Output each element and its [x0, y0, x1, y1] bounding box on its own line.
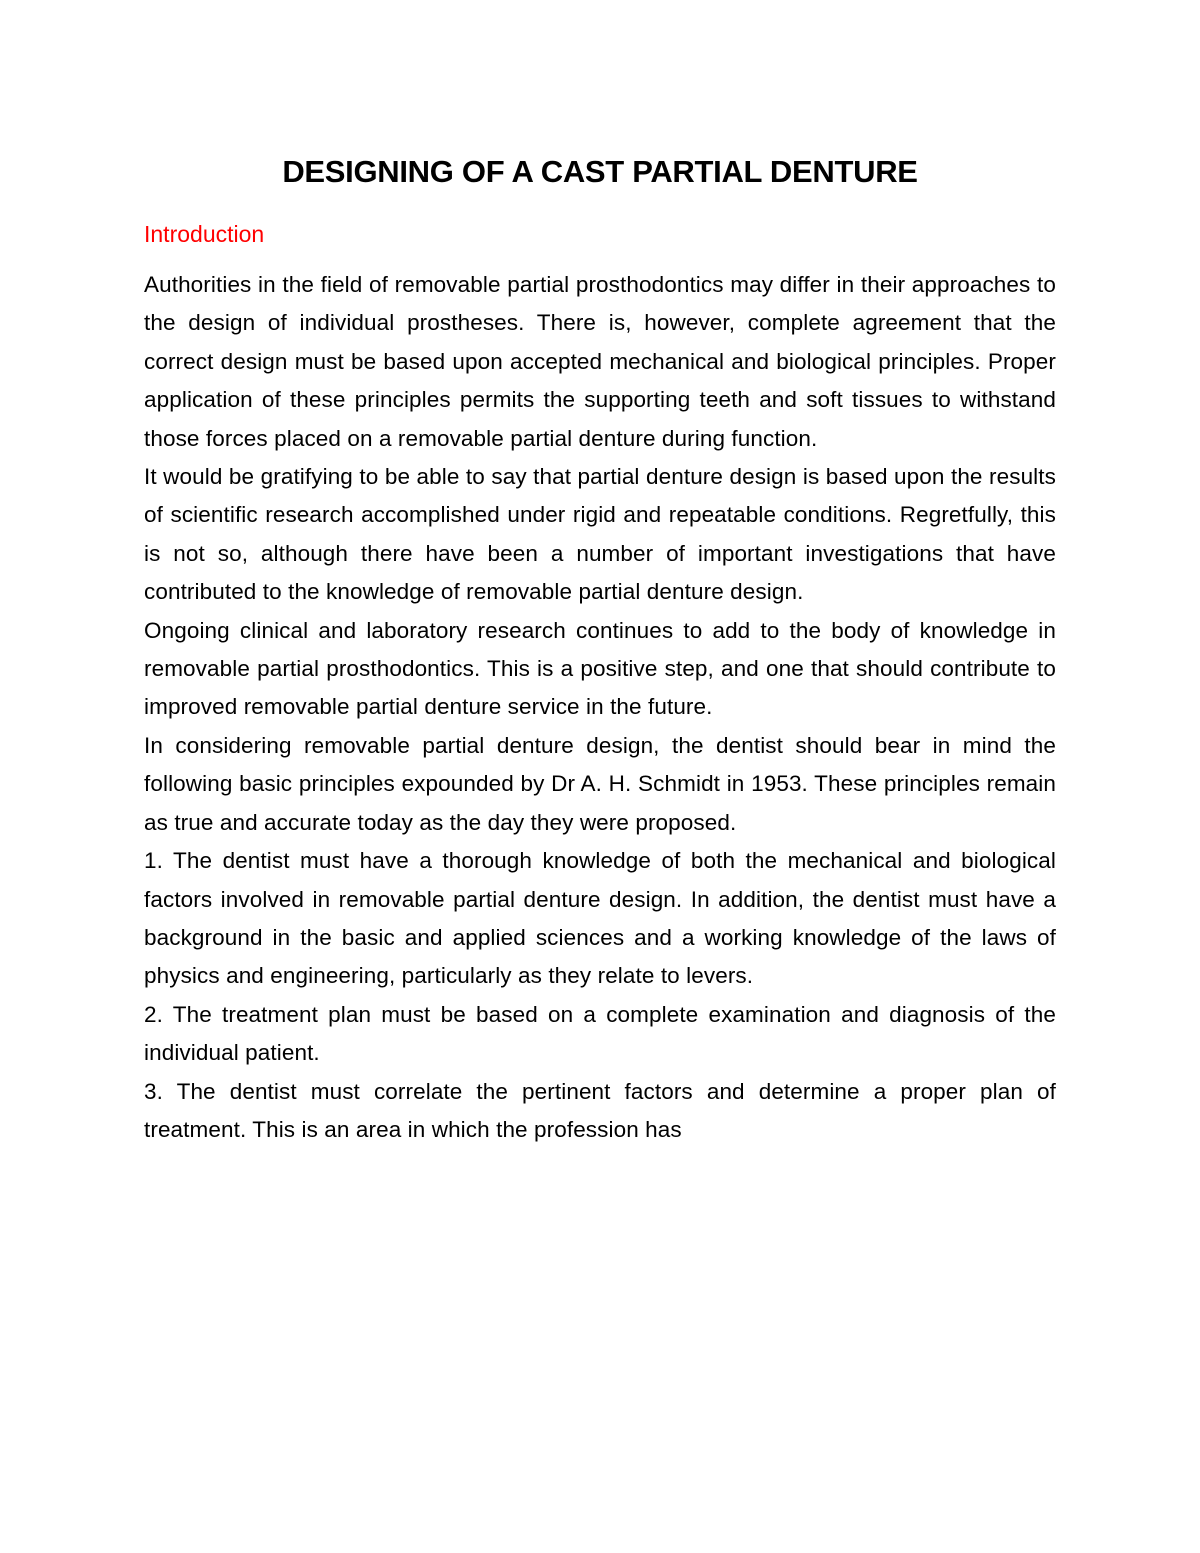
- principle-2: 2. The treatment plan must be based on a complete examination and diagnosis of the individual patient.: [144, 1001, 1056, 1066]
- paragraph-ongoing: Ongoing clinical and laboratory research continues to add to the body of knowledge in removable partial prosthodontics. This is a positive step, and one that should contribute to improved removable partial denture service in the future.: [144, 617, 1056, 720]
- principle-3: 3. The dentist must correlate the pertinent factors and determine a proper plan of treatment. This is an area in which the profession has: [144, 1078, 1056, 1142]
- page-title: DESIGNING OF A CAST PARTIAL DENTURE: [282, 154, 918, 189]
- principle-1: 1. The dentist must have a thorough knowledge of both the mechanical and biological factors involved in removable partial denture design. In addition, the dentist must have a background in the basic and applied sciences and a working knowledge of the laws of physics and engineering, particularly as they relate to levers.: [144, 848, 1056, 989]
- paragraph-authorities: Authorities in the field of removable partial prosthodontics may differ in their approaches to the design of individual prostheses. There is, however, complete agreement that the correct design must be based upon accepted mechanical and biological principles. Proper application of these principles permits the supporting teeth and soft tissues to withstand those forces placed on a removable partial denture during function.: [144, 272, 1056, 451]
- body-text: [144, 266, 1056, 1149]
- section-heading-introduction: Introduction: [144, 221, 265, 247]
- paragraph-schmidt: In considering removable partial denture design, the dentist should bear in mind the following basic principles expounded by Dr A. H. Schmidt in 1953. These principles remain as true and accurate today as the day they were proposed.: [144, 732, 1056, 835]
- paragraph-research: It would be gratifying to be able to say that partial denture design is based upon the results of scientific research accomplished under rigid and repeatable conditions. Regretfully, this is not so, although there have been a number of important investigations that have contributed to the knowledge of removable partial denture design.: [144, 464, 1056, 605]
- document-body: [144, 150, 1056, 1149]
